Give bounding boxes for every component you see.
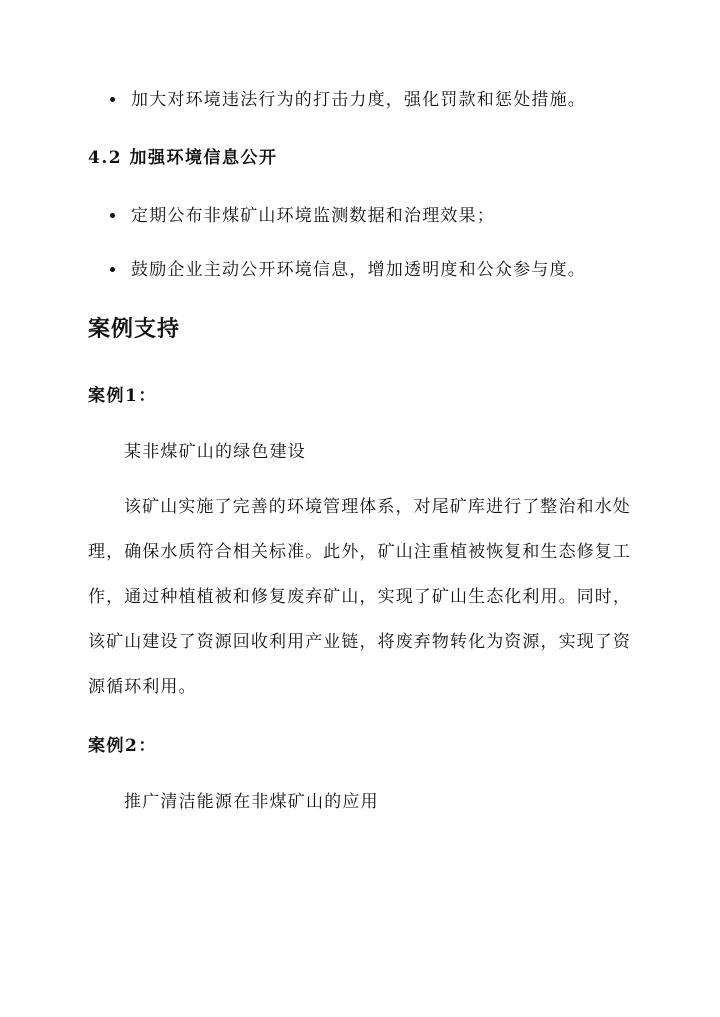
case-1-title: 某非煤矿山的绿色建设 <box>124 442 306 462</box>
bullet-dot-icon <box>110 267 115 272</box>
case-support-heading: 案例支持 <box>88 316 181 342</box>
case-1-label: 案例1： <box>88 386 157 406</box>
bullet-text: 鼓励企业主动公开环境信息，增加透明度和公众参与度。 <box>131 260 586 280</box>
case-1-body: 该矿山实施了完善的环境管理体系，对尾矿库进行了整治和水处理，确保水质符合相关标准。此外，矿山注重植被恢复和生态修复工作，通过种植植被和修复废弃矿山，实现了矿山生态化利用。同时，该矿山建设了资源回收利用产业链，将废弃物转化为资源，实现了资源循环利用。 <box>88 497 631 697</box>
bullet-item <box>110 204 495 228</box>
bullet-text: 定期公布非煤矿山环境监测数据和治理效果； <box>131 206 495 226</box>
bullet-item <box>110 88 586 112</box>
bullet-dot-icon <box>110 213 115 218</box>
case-2-title: 推广清洁能源在非煤矿山的应用 <box>124 792 379 812</box>
bullet-item <box>110 258 586 282</box>
bullet-text: 加大对环境违法行为的打击力度，强化罚款和惩处措施。 <box>131 90 586 110</box>
case-2-label: 案例2： <box>88 736 157 756</box>
bullet-dot-icon <box>110 97 115 102</box>
section-heading-4-2: 4.2 加强环境信息公开 <box>88 148 278 168</box>
